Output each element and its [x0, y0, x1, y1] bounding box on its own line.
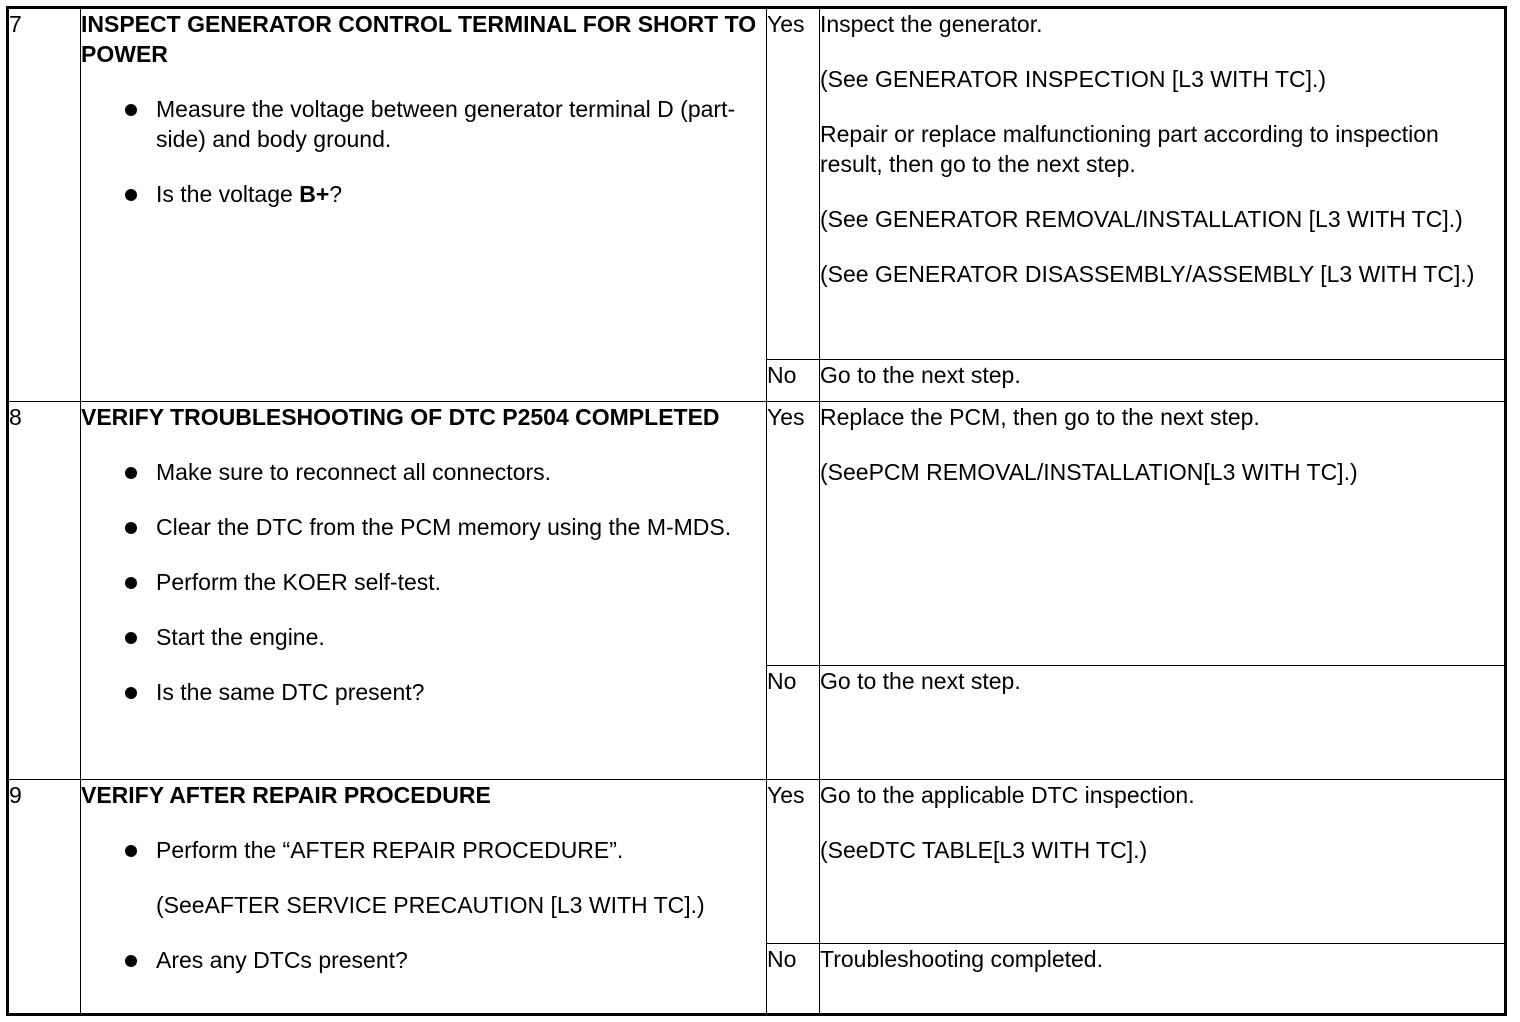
- bullet-item: Perform the KOER self-test.: [81, 567, 766, 597]
- step-8-no-instructions: [820, 666, 1506, 780]
- instruction-line: Inspect the generator.: [820, 11, 1043, 37]
- step-7-no-instructions: [820, 360, 1506, 402]
- bullet-item-question: [81, 179, 766, 209]
- instruction-line: Replace the PCM, then go to the next step.: [820, 404, 1260, 430]
- step-number: 8: [8, 402, 81, 780]
- instruction-line: (SeeDTC TABLE[L3 WITH TC].): [820, 837, 1148, 863]
- question-prefix: Is the voltage: [156, 181, 300, 207]
- instruction-line: (SeePCM REMOVAL/INSTALLATION[L3 WITH TC].): [820, 459, 1358, 485]
- step-9-yes-instructions: [820, 780, 1506, 944]
- yes-label: Yes: [767, 8, 820, 360]
- instruction-line: (See GENERATOR INSPECTION [L3 WITH TC].): [820, 66, 1327, 92]
- no-label: No: [767, 360, 820, 402]
- question-value: B+: [299, 181, 330, 207]
- instruction-line: Go to the next step.: [820, 362, 1021, 388]
- yes-label: Yes: [767, 780, 820, 944]
- step-7-yes-instructions: [820, 8, 1506, 360]
- bullet-item: Ares any DTCs present?: [81, 945, 766, 975]
- step-9-yes-row: [8, 780, 1506, 944]
- instruction-line: (See GENERATOR REMOVAL/INSTALLATION [L3 WITH TC].): [820, 206, 1463, 232]
- bullet-item: Perform the “AFTER REPAIR PROCEDURE”.: [81, 835, 766, 865]
- yes-label: Yes: [767, 402, 820, 666]
- step-7-bullets: [81, 94, 766, 209]
- step-number: 7: [8, 8, 81, 402]
- bullet-item: Clear the DTC from the PCM memory using the M-MDS.: [81, 512, 766, 542]
- troubleshooting-table: [6, 6, 1507, 1016]
- no-label: No: [767, 944, 820, 1015]
- step-9-no-instructions: [820, 944, 1506, 1015]
- bullet-item: Measure the voltage between generator terminal D (part-side) and body ground.: [81, 94, 766, 154]
- instruction-line: Go to the applicable DTC inspection.: [820, 782, 1195, 808]
- step-9-action-cell: [81, 780, 767, 1015]
- instruction-line: Go to the next step.: [820, 668, 1021, 694]
- step-title: INSPECT GENERATOR CONTROL TERMINAL FOR SHORT TO POWER: [81, 11, 757, 67]
- bullet-item: Start the engine.: [81, 622, 766, 652]
- bullet-subline: (SeeAFTER SERVICE PRECAUTION [L3 WITH TC].): [156, 892, 705, 918]
- no-label: No: [767, 666, 820, 780]
- bullet-item: Make sure to reconnect all connectors.: [81, 457, 766, 487]
- instruction-line: (See GENERATOR DISASSEMBLY/ASSEMBLY [L3 WITH TC].): [820, 261, 1475, 287]
- step-9-bullets: [81, 835, 766, 975]
- bullet-item: Is the same DTC present?: [81, 677, 766, 707]
- question-suffix: ?: [329, 181, 343, 207]
- step-8-yes-row: [8, 402, 1506, 666]
- step-7-yes-row: [8, 8, 1506, 360]
- step-8-action-cell: [81, 402, 767, 780]
- step-8-bullets: [81, 457, 766, 707]
- instruction-line: Troubleshooting completed.: [820, 946, 1103, 972]
- step-8-yes-instructions: [820, 402, 1506, 666]
- step-title: VERIFY TROUBLESHOOTING OF DTC P2504 COMPLETED: [81, 404, 720, 430]
- step-7-action-cell: [81, 8, 767, 402]
- step-title: VERIFY AFTER REPAIR PROCEDURE: [81, 782, 491, 808]
- instruction-line: Repair or replace malfunctioning part according to inspection result, then go to the next step.: [820, 121, 1439, 177]
- step-number: 9: [8, 780, 81, 1015]
